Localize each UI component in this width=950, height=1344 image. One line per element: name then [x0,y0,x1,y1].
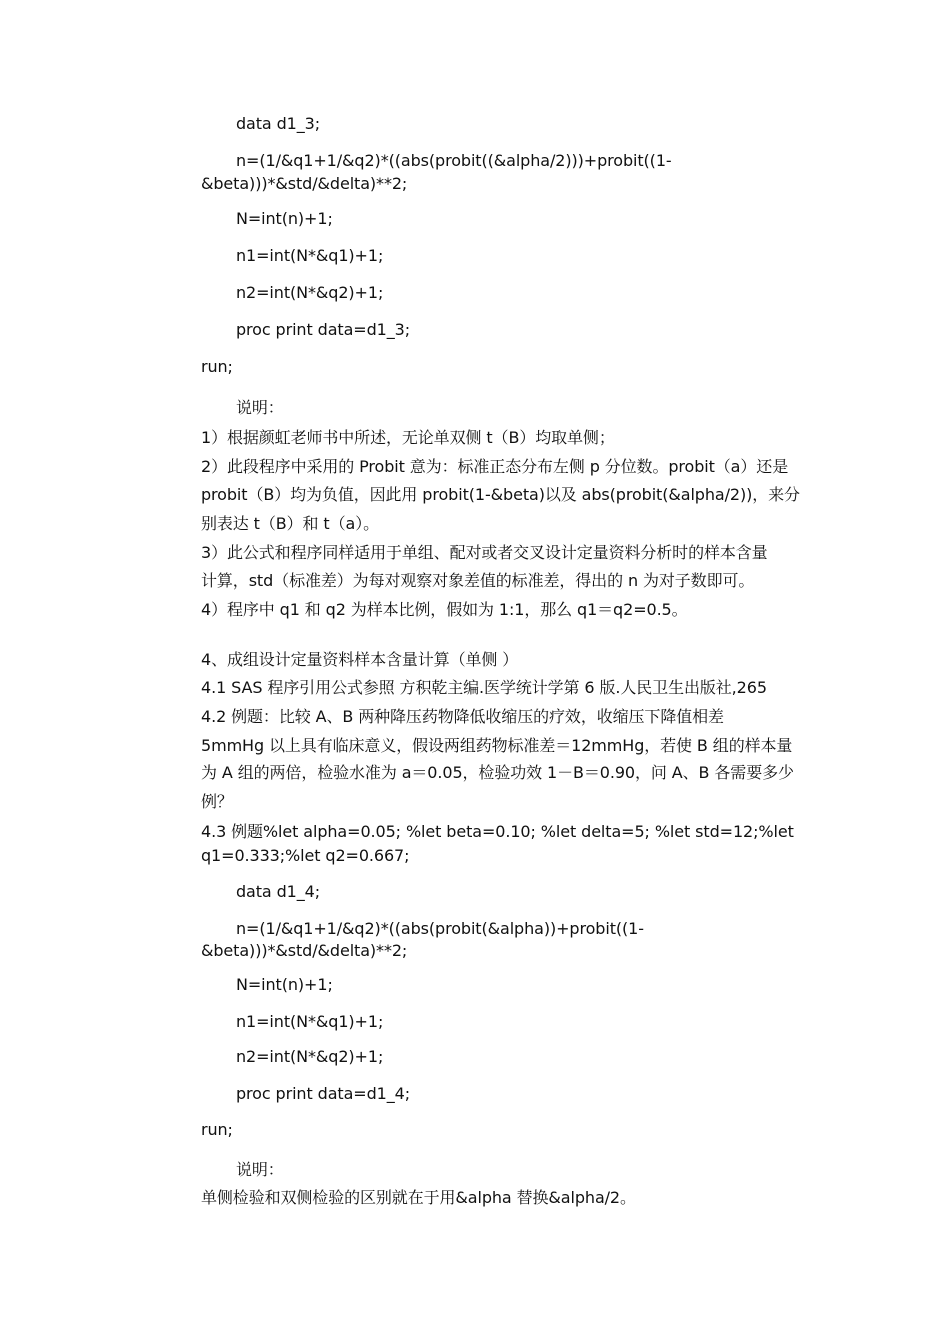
code-line: N=int(n)+1; [236,209,333,228]
section-paragraph: 5mmHg 以上具有临床意义，假设两组药物标准差＝12mmHg，若使 B 组的样本量 [201,736,793,755]
code-line: n1=int(N*&q1)+1; [236,1012,384,1031]
section-paragraph: 4.2 例题：比较 A、B 两种降压药物降低收缩压的疗效，收缩压下降值相差 [201,707,724,726]
code-line: &beta)))*&std/&delta)**2; [201,174,408,193]
code-line: N=int(n)+1; [236,975,333,994]
code-line: n1=int(N*&q1)+1; [236,246,384,265]
section-paragraph: 4.1 SAS 程序引用公式参照 方积乾主编.医学统计学第 6 版.人民卫生出版社,265 [201,678,767,697]
code-line: &beta)))*&std/&delta)**2; [201,941,408,960]
note-item: 计算，std（标准差）为每对观察对象差值的标准差，得出的 n 为对子数即可。 [201,571,755,590]
section-paragraph: 4.3 例题%let alpha=0.05; %let beta=0.10; %let delta=5; %let std=12;%let [201,822,794,841]
code-line: run; [201,1120,233,1139]
note-item: 单侧检验和双侧检验的区别就在于用&alpha 替换&alpha/2。 [201,1188,636,1207]
note-item: 4）程序中 q1 和 q2 为样本比例，假如为 1:1，那么 q1＝q2=0.5。 [201,600,688,619]
code-line: proc print data=d1_3; [236,320,410,339]
note-item: 2）此段程序中采用的 Probit 意为：标准正态分布左侧 p 分位数。probit（a）还是 [201,457,789,476]
section-paragraph: 例？ [201,792,233,811]
code-line: n2=int(N*&q2)+1; [236,1047,384,1066]
notes-heading: 说明： [236,1160,284,1179]
code-line: data d1_3; [236,114,321,133]
note-item: probit（Β）均为负值，因此用 probit(1-&beta)以及 abs(probit(&alpha/2))，来分 [201,485,800,504]
code-line: n=(1/&q1+1/&q2)*((abs(probit((&alpha/2)))+probit((1- [236,151,672,170]
code-line: run; [201,357,233,376]
code-line: proc print data=d1_4; [236,1084,410,1103]
section-title: 4、成组设计定量资料样本含量计算（单侧 ） [201,650,519,669]
section-paragraph: 为 A 组的两倍，检验水准为 a＝0.05，检验功效 1－Β＝0.90，问 A、B 各需要多少 [201,763,794,782]
section-paragraph: q1=0.333;%let q2=0.667; [201,846,410,865]
code-line: data d1_4; [236,882,321,901]
code-line: n2=int(N*&q2)+1; [236,283,384,302]
note-item: 1）根据颜虹老师书中所述，无论单双侧 t（Β）均取单侧； [201,428,615,447]
note-item: 别表达 t（Β）和 t（a）。 [201,514,380,533]
code-line: n=(1/&q1+1/&q2)*((abs(probit(&alpha))+probit((1- [236,919,644,938]
notes-heading: 说明： [236,398,284,417]
note-item: 3）此公式和程序同样适用于单组、配对或者交叉设计定量资料分析时的样本含量 [201,543,768,562]
